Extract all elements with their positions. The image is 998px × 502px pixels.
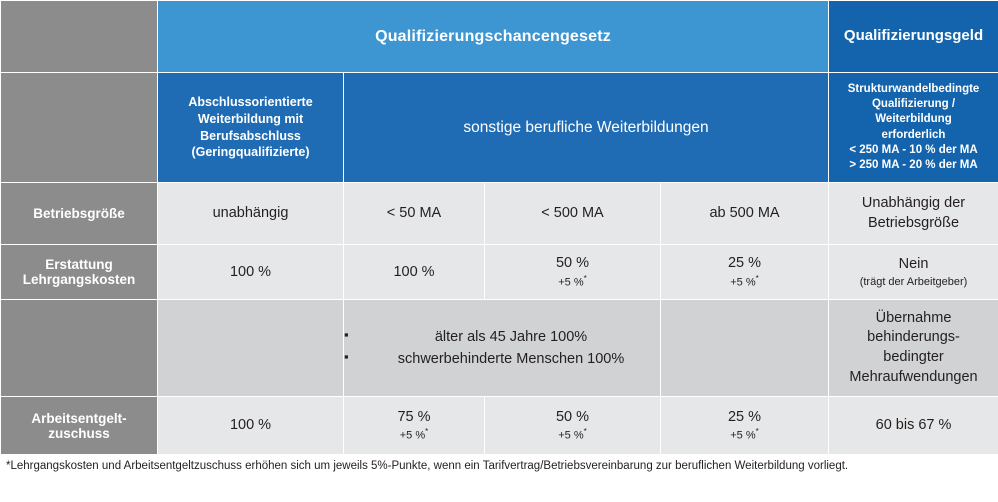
header-corner-blank [1, 1, 158, 73]
zusatz-qg-line-2: behinderungs- [867, 329, 960, 346]
cell-erstattung-unter500 [485, 245, 661, 300]
header-abschlussorientierte-weiterbildung: Abschlussorientierte Weiterbildung mit Berufsabschluss (Geringqualifizierte) [158, 73, 344, 183]
row-label-blank [1, 300, 158, 397]
row-label-erstattung-line-1: Erstattung [45, 257, 113, 272]
erstattung-qg-note: (trägt der Arbeitgeber) [859, 275, 968, 288]
cell-betriebsgroesse-qualifizierungsgeld [829, 183, 998, 245]
cell-erstattung-unter50: 100 % [344, 245, 485, 300]
erstattung-unter500-value: 50 % [555, 255, 590, 272]
erstattung-ab500-value: 25 % [727, 255, 762, 272]
cell-aez-abschlussorientiert: 100 % [158, 397, 344, 455]
table-row-betriebsgroesse [1, 183, 998, 245]
header-corner-blank-2 [1, 73, 158, 183]
row-label-aez-line-1: Arbeitsentgelt- [31, 410, 127, 426]
row-label-erstattung-lehrgangskosten [1, 245, 158, 300]
cell-betriebsgroesse-unter50: < 50 MA [344, 183, 485, 245]
cell-zusatz-qualifizierungsgeld [829, 300, 998, 397]
table-row-arbeitsentgeltzuschuss [1, 397, 998, 455]
row-label-erstattung-line-2: Lehrgangskosten [22, 272, 136, 287]
row-label-betriebsgroesse: Betriebsgröße [1, 183, 158, 245]
header-sonstige-berufliche-weiterbildungen: sonstige berufliche Weiterbildungen [344, 73, 829, 183]
table-row-erstattung-lehrgangskosten [1, 245, 998, 300]
strukturwandel-line-4: erforderlich [881, 128, 946, 141]
cell-betriebsgroesse-ab500: ab 500 MA [661, 183, 829, 245]
strukturwandel-line-6: > 250 MA - 20 % der MA [849, 158, 978, 171]
row-label-aez-line-2: zuschuss [48, 425, 110, 441]
cell-erstattung-abschlussorientiert: 100 % [158, 245, 344, 300]
cell-betriebsgroesse-abschlussorientiert: unabhängig [158, 183, 344, 245]
aez-unter500-bonus: +5 %* [558, 427, 587, 443]
cell-aez-unter500 [485, 397, 661, 455]
aez-ab500-value: 25 % [727, 408, 762, 425]
header-qualifizierungsgeld: Qualifizierungsgeld [829, 1, 998, 73]
table-footnote: *Lehrgangskosten und Arbeitsentgeltzuschuss erhöhen sich um jeweils 5%-Punkte, wenn ein Tarifvertrag/Betriebsvereinbarung zur beruflichen Weiterbildung vorliegt. [0, 455, 998, 472]
strukturwandel-line-5: < 250 MA - 10 % der MA [849, 143, 978, 156]
strukturwandel-line-3: Weiterbildung [875, 113, 952, 126]
betriebsgroesse-qg-line-2: Betriebsgröße [867, 214, 960, 231]
cell-aez-unter50 [344, 397, 485, 455]
zusatz-qg-line-3: bedingter [883, 349, 944, 365]
zusatz-qg-line-4: Mehraufwendungen [849, 368, 978, 385]
table-header-row-1 [1, 1, 998, 73]
header-strukturwandel-bedingungen [829, 73, 998, 183]
cell-zusatz-abschlussorientiert [158, 300, 344, 397]
aez-unter50-bonus: +5 %* [399, 427, 429, 443]
erstattung-unter500-bonus: +5 %* [558, 273, 587, 289]
strukturwandel-line-1: Strukturwandelbedingte [847, 82, 980, 95]
table-row-zusatzregelungen [1, 300, 998, 397]
aez-ab500-bonus: +5 %* [730, 427, 759, 443]
bullet-aeltere-45: ▪ älter als 45 Jahre 100% [344, 326, 660, 348]
betriebsgroesse-qg-line-1: Unabhängig der [861, 194, 966, 211]
erstattung-qg-value: Nein [898, 255, 929, 272]
cell-betriebsgroesse-unter500: < 500 MA [485, 183, 661, 245]
aez-unter50-value: 75 % [397, 408, 431, 425]
erstattung-ab500-bonus: +5 %* [730, 273, 759, 289]
zusatz-qg-line-1: Übernahme [875, 309, 952, 326]
cell-zusatz-ab500 [661, 300, 829, 397]
cell-erstattung-qualifizierungsgeld [829, 245, 998, 300]
aez-unter500-value: 50 % [555, 408, 590, 425]
header-qualifizierungschancengesetz: Qualifizierungschancengesetz [158, 1, 829, 73]
bullet-schwerbehinderte: ▪ schwerbehinderte Menschen 100% [344, 348, 660, 370]
cell-aez-ab500 [661, 397, 829, 455]
row-label-arbeitsentgeltzuschuss [1, 397, 158, 455]
table-header-row-2 [1, 73, 998, 183]
cell-zusatz-bullets [344, 300, 661, 397]
strukturwandel-line-2: Qualifizierung / [871, 98, 956, 111]
cell-erstattung-ab500 [661, 245, 829, 300]
cell-aez-qualifizierungsgeld: 60 bis 67 % [829, 397, 998, 455]
